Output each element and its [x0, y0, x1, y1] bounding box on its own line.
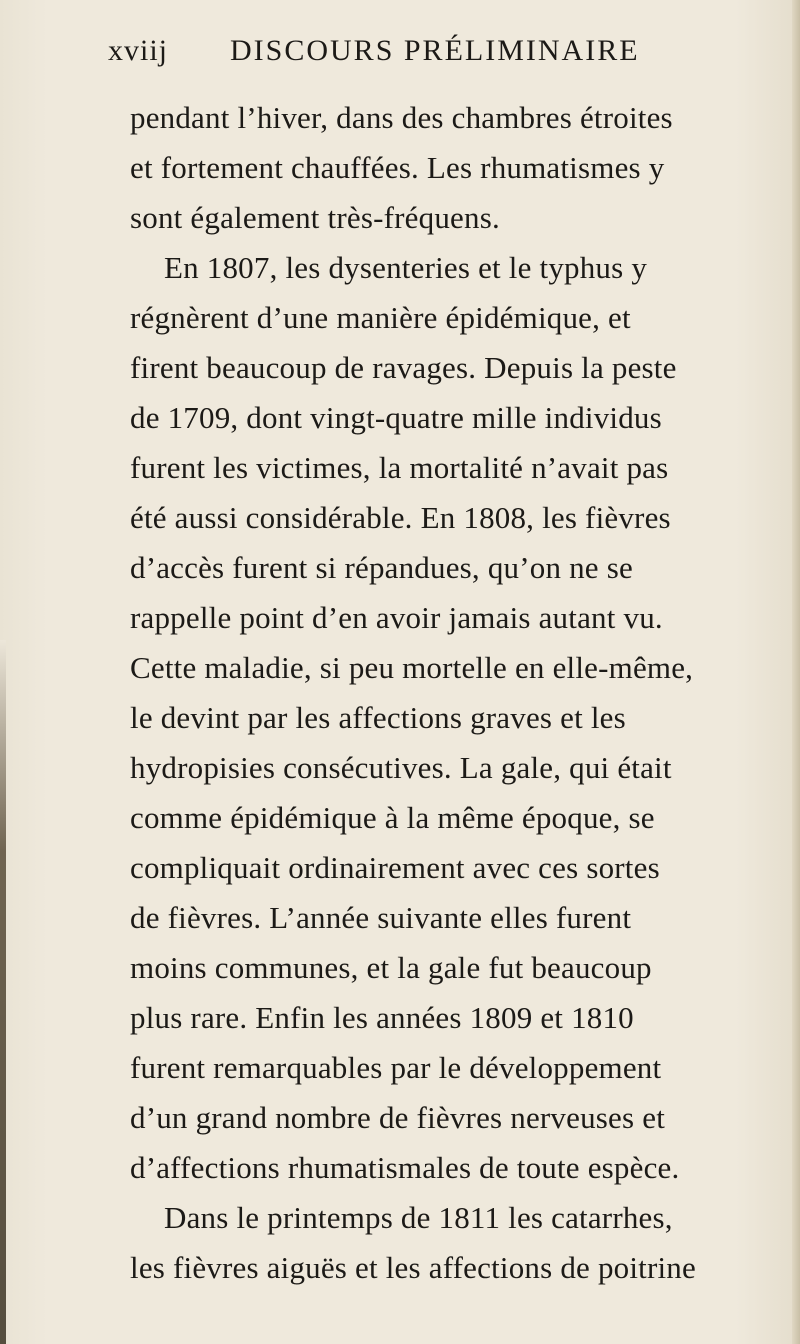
text-line: moins communes, et la gale fut beaucoup: [130, 950, 652, 985]
text-line: Dans le printemps de 1811 les catarrhes,: [164, 1200, 673, 1235]
text-line: furent remarquables par le développement: [130, 1050, 662, 1085]
text-line: le devint par les affections graves et les: [130, 700, 626, 735]
text-line: Cette maladie, si peu mortelle en elle-même,: [130, 650, 694, 685]
text-line: régnèrent d’une manière épidémique, et: [130, 300, 631, 335]
text-line: d’un grand nombre de fièvres nerveuses et: [130, 1100, 666, 1135]
text-line: été aussi considérable. En 1808, les fièvres: [130, 500, 671, 535]
text-line: de 1709, dont vingt-quatre mille individus: [130, 400, 662, 435]
text-line: compliquait ordinairement avec ces sortes: [130, 850, 660, 885]
text-line: sont également très-fréquens.: [130, 200, 500, 235]
text-line: d’affections rhumatismales de toute espèce.: [130, 1150, 680, 1185]
text-line: comme épidémique à la même époque, se: [130, 800, 655, 835]
text-line: plus rare. Enfin les années 1809 et 1810: [130, 1000, 634, 1035]
text-line: d’accès furent si répandues, qu’on ne se: [130, 550, 633, 585]
running-title: DISCOURS PRÉLIMINAIRE: [230, 34, 640, 67]
text-line: hydropisies consécutives. La gale, qui était: [130, 750, 672, 785]
text-line: En 1807, les dysenteries et le typhus y: [164, 250, 648, 285]
text-line: et fortement chauffées. Les rhumatismes y: [130, 150, 665, 185]
text-line: rappelle point d’en avoir jamais autant vu.: [130, 600, 663, 635]
text-line: pendant l’hiver, dans des chambres étroites: [130, 100, 673, 135]
text-line: furent les victimes, la mortalité n’avait pas: [130, 450, 669, 485]
page-number: xviij: [108, 34, 169, 67]
text-line: les fièvres aiguës et les affections de poitrine: [130, 1250, 696, 1285]
text-line: firent beaucoup de ravages. Depuis la peste: [130, 350, 677, 385]
text-line: de fièvres. L’année suivante elles furent: [130, 900, 632, 935]
